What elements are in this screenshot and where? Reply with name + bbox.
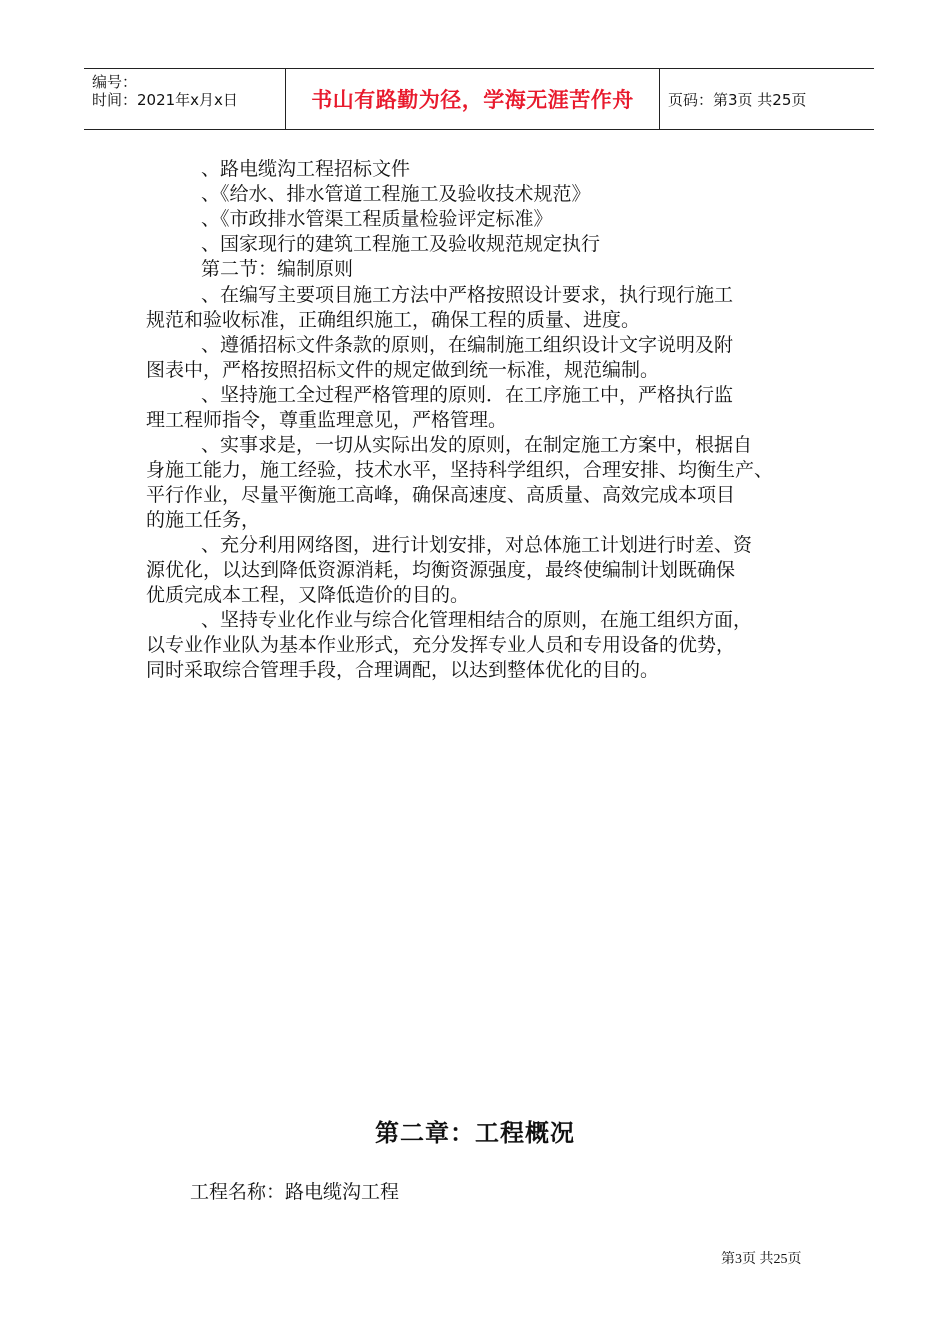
list-item: 、《市政排水管渠工程质量检验评定标准》 (201, 208, 553, 230)
document-date-label: 时间：2021年x月x日 (92, 91, 238, 109)
page-footer: 第3页 共25页 (721, 1252, 802, 1267)
list-item: 、路电缆沟工程招标文件 (201, 158, 411, 180)
paragraph-line: 、坚持专业化作业与综合化管理相结合的原则，在施工组织方面， (201, 609, 753, 631)
paragraph-line: 理工程师指令，尊重监理意见，严格管理。 (146, 409, 508, 431)
section-title: 第二节：编制原则 (201, 258, 354, 280)
paragraph-line: 、实事求是，一切从实际出发的原则，在制定施工方案中，根据自 (201, 434, 753, 456)
paragraph-line: 源优化，以达到降低资源消耗，均衡资源强度，最终使编制计划既确保 (146, 559, 736, 581)
document-number-label: 编号： (92, 73, 138, 91)
project-name: 工程名称：路电缆沟工程 (190, 1181, 400, 1203)
paragraph-line: 以专业作业队为基本作业形式，充分发挥专业人员和专用设备的优势， (146, 634, 736, 656)
header-motto (286, 69, 660, 129)
paragraph-line: 的施工任务， (146, 509, 261, 531)
chapter-title: 第二章：工程概况 (375, 1118, 575, 1147)
paragraph-line: 、遵循招标文件条款的原则，在编制施工组织设计文字说明及附 (201, 334, 734, 356)
motto-text: 书山有路勤为径，学海无涯苦作舟 (311, 88, 634, 112)
paragraph-line: 、坚持施工全过程严格管理的原则．在工序施工中，严格执行监 (201, 384, 734, 406)
paragraph-line: 图表中，严格按照招标文件的规定做到统一标准，规范编制。 (146, 359, 660, 381)
paragraph-line: 规范和验收标准，正确组织施工，确保工程的质量、进度。 (146, 309, 641, 331)
list-item: 、国家现行的建筑工程施工及验收规范规定执行 (201, 233, 601, 255)
paragraph-line: 同时采取综合管理手段，合理调配，以达到整体优化的目的。 (146, 659, 660, 681)
header-meta (84, 69, 286, 129)
paragraph-line: 身施工能力，施工经验，技术水平，坚持科学组织，合理安排、均衡生产、 (146, 459, 774, 481)
header-page-number (660, 69, 874, 129)
paragraph-line: 平行作业，尽量平衡施工高峰，确保高速度、高质量、高效完成本项目 (146, 484, 736, 506)
paragraph-line: 、充分利用网络图，进行计划安排，对总体施工计划进行时差、资 (201, 534, 753, 556)
paragraph-line: 、在编写主要项目施工方法中严格按照设计要求，执行现行施工 (201, 284, 734, 306)
paragraph-line: 优质完成本工程，又降低造价的目的。 (146, 584, 470, 606)
page-header (84, 68, 874, 130)
list-item: 、《给水、排水管道工程施工及验收技术规范》 (201, 183, 591, 205)
header-page-label: 页码：第3页 共25页 (668, 90, 807, 109)
